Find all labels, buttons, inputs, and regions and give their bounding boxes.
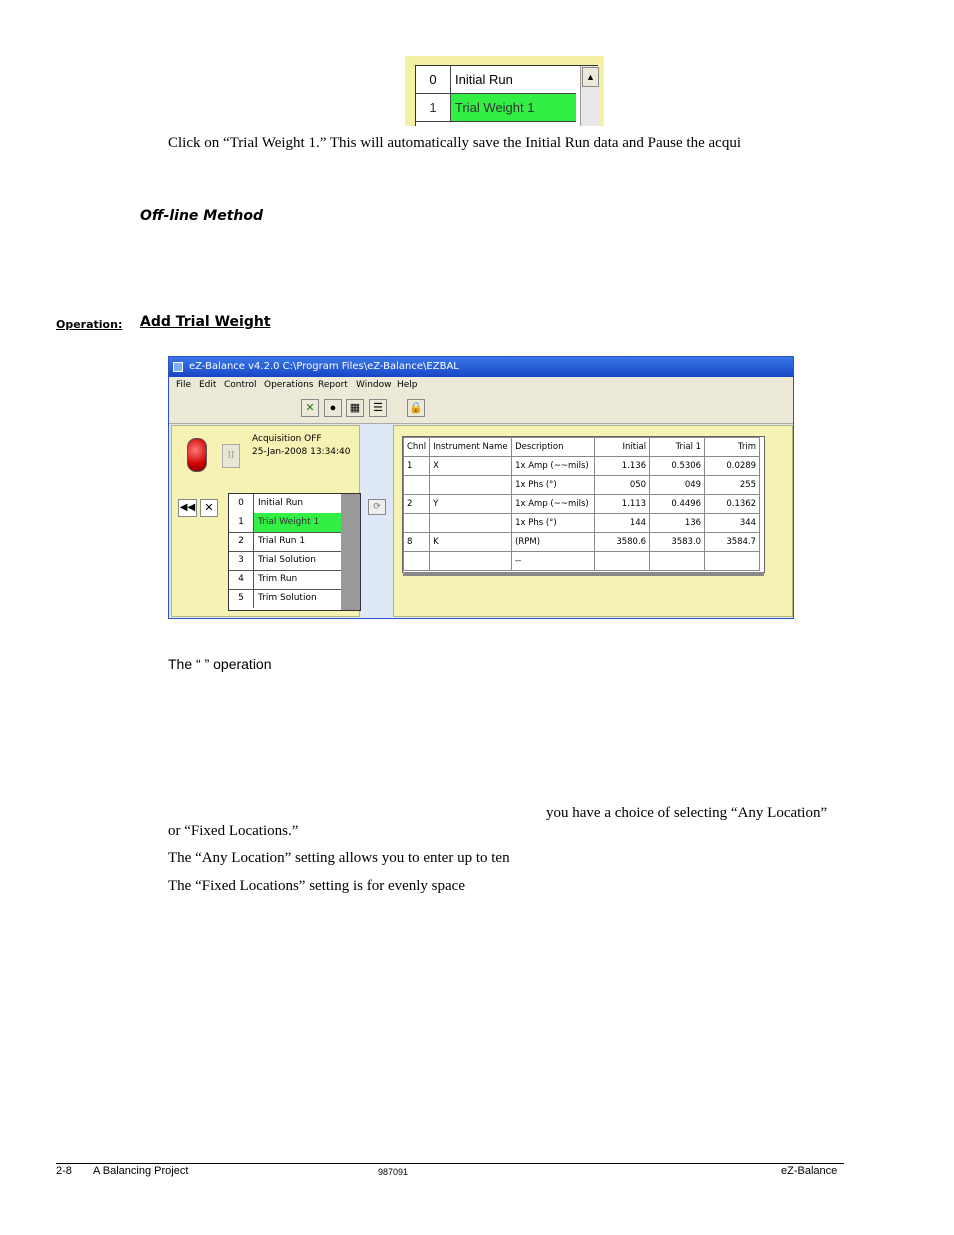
data-grid <box>402 436 765 573</box>
snippet-row-trial-weight[interactable] <box>416 94 576 122</box>
tools-icon[interactable]: ✕ <box>301 399 319 417</box>
step-row[interactable] <box>229 532 341 552</box>
footer-page-number: 2-8 <box>56 1165 72 1177</box>
any-location-text: The “Any Location” setting allows you to enter up to ten <box>168 850 510 866</box>
cell: -- <box>512 552 595 571</box>
header-instrument-name: Instrument Name <box>430 438 512 457</box>
step-label: Trial Weight 1 <box>258 517 320 527</box>
click-trial-weight-paragraph: Click on “Trial Weight 1.” This will automatically save the Initial Run data and Pause the acqui <box>168 135 741 151</box>
menu-window[interactable]: Window <box>356 380 392 390</box>
step-list-snippet-box <box>415 65 598 126</box>
cell: 1.136 <box>595 457 650 476</box>
cell: 0.0289 <box>705 457 760 476</box>
header-initial: Initial <box>595 438 650 457</box>
cell: 1x Amp (~~mils) <box>512 457 595 476</box>
grid-scrollbar[interactable] <box>403 572 764 576</box>
cell: (RPM) <box>512 533 595 552</box>
cell: 049 <box>650 476 705 495</box>
cell: 1x Phs (°) <box>512 476 595 495</box>
step-number: 1 <box>229 513 254 532</box>
cell: 1x Phs (°) <box>512 514 595 533</box>
cell <box>430 514 512 533</box>
choice-text-left: or “Fixed Locations.” <box>168 823 299 839</box>
table-row[interactable] <box>404 495 760 514</box>
menu-file[interactable]: File <box>176 380 192 390</box>
cell: 1.113 <box>595 495 650 514</box>
operation-label: Operation: <box>56 318 123 331</box>
step-label: Trial Solution <box>258 555 316 565</box>
cell: 1 <box>404 457 430 476</box>
cell: 0.1362 <box>705 495 760 514</box>
acquisition-led-icon[interactable] <box>187 438 207 472</box>
step-number: 4 <box>229 570 254 589</box>
snippet-row-initial-run[interactable] <box>416 66 576 94</box>
cell <box>430 552 512 571</box>
step-list-scrollbar[interactable] <box>341 494 360 610</box>
cell: 136 <box>650 514 705 533</box>
cell <box>595 552 650 571</box>
cell <box>705 552 760 571</box>
control-panel <box>171 425 381 617</box>
pause-button[interactable]: II <box>222 444 240 468</box>
toolbar <box>169 395 793 424</box>
app-icon <box>173 362 183 372</box>
cell: 0.4496 <box>650 495 705 514</box>
step-number: 5 <box>229 589 254 608</box>
cell: 0.5306 <box>650 457 705 476</box>
header-chnl: Chnl <box>404 438 430 457</box>
menu-help[interactable]: Help <box>397 380 418 390</box>
step-label: Initial Run <box>258 498 304 508</box>
choice-text-right: you have a choice of selecting “Any Location” <box>546 805 828 821</box>
step-row[interactable] <box>229 589 341 608</box>
cell: 3584.7 <box>705 533 760 552</box>
table-row[interactable] <box>404 476 760 495</box>
list-icon[interactable]: ☰ <box>369 399 387 417</box>
menu-control[interactable]: Control <box>224 380 257 390</box>
operation-title: Add Trial Weight <box>140 314 271 330</box>
step-row[interactable] <box>229 551 341 571</box>
cell: 255 <box>705 476 760 495</box>
step-list-snippet <box>405 56 604 126</box>
snippet-row-label: Initial Run <box>455 72 513 87</box>
step-label: Trial Run 1 <box>258 536 306 546</box>
cell <box>404 552 430 571</box>
cell: 1x Amp (~~mils) <box>512 495 595 514</box>
rewind-button[interactable]: ◀◀ <box>178 499 197 517</box>
step-number: 0 <box>229 494 254 513</box>
cell: X <box>430 457 512 476</box>
cell: 050 <box>595 476 650 495</box>
menu-report[interactable]: Report <box>318 380 348 390</box>
cell: 3583.0 <box>650 533 705 552</box>
snippet-row-label: Trial Weight 1 <box>455 100 535 115</box>
table-row[interactable] <box>404 514 760 533</box>
cell: 3580.6 <box>595 533 650 552</box>
step-number: 3 <box>229 551 254 570</box>
table-row[interactable] <box>404 457 760 476</box>
table-header-row <box>404 438 760 457</box>
balance-icon[interactable]: ● <box>324 399 342 417</box>
step-list <box>228 493 361 611</box>
cell: 144 <box>595 514 650 533</box>
step-label: Trim Run <box>258 574 298 584</box>
cell: 8 <box>404 533 430 552</box>
step-row-selected[interactable] <box>229 513 341 533</box>
scroll-up-icon[interactable]: ▲ <box>582 67 599 87</box>
operation-description: The “ ” operation <box>168 656 272 672</box>
step-label: Trim Solution <box>258 593 317 603</box>
header-trial-1: Trial 1 <box>650 438 705 457</box>
step-number: 2 <box>229 532 254 551</box>
table-row[interactable] <box>404 552 760 571</box>
menu-operations[interactable]: Operations <box>264 380 314 390</box>
window-titlebar[interactable] <box>169 357 793 377</box>
data-panel <box>393 425 793 617</box>
ez-balance-window <box>168 356 794 619</box>
footer-rule <box>56 1163 844 1164</box>
cell <box>650 552 705 571</box>
menubar <box>169 377 793 395</box>
footer-section: A Balancing Project <box>93 1165 189 1177</box>
cell: K <box>430 533 512 552</box>
snippet-row-number: 0 <box>416 66 451 93</box>
cell: 344 <box>705 514 760 533</box>
table-row[interactable] <box>404 533 760 552</box>
delete-button[interactable]: ✕ <box>200 499 218 517</box>
header-description: Description <box>512 438 595 457</box>
cell: 2 <box>404 495 430 514</box>
acquisition-datetime: 25-Jan-2008 13:34:40 <box>252 447 351 457</box>
snippet-row-number: 1 <box>416 94 451 121</box>
window-title: eZ-Balance v4.2.0 C:\Program Files\eZ-Balance\EZBAL <box>189 361 459 372</box>
footer-product: eZ-Balance <box>781 1165 838 1177</box>
cell <box>404 476 430 495</box>
fixed-locations-text: The “Fixed Locations” setting is for evenly space <box>168 878 465 894</box>
header-trim: Trim <box>705 438 760 457</box>
data-table <box>403 437 760 571</box>
grid-icon[interactable]: ▦ <box>346 399 364 417</box>
menu-edit[interactable]: Edit <box>199 380 217 390</box>
step-row[interactable] <box>229 494 341 514</box>
step-row[interactable] <box>229 570 341 590</box>
lock-icon[interactable]: 🔒 <box>407 399 425 417</box>
cell <box>404 514 430 533</box>
refresh-icon[interactable]: ⟳ <box>368 499 386 515</box>
acquisition-status: Acquisition OFF <box>252 434 322 444</box>
offline-method-heading: Off-line Method <box>140 208 264 224</box>
snippet-scrollbar[interactable] <box>580 66 599 126</box>
cell <box>430 476 512 495</box>
cell: Y <box>430 495 512 514</box>
footer-doc-number: 987091 <box>378 1167 409 1177</box>
